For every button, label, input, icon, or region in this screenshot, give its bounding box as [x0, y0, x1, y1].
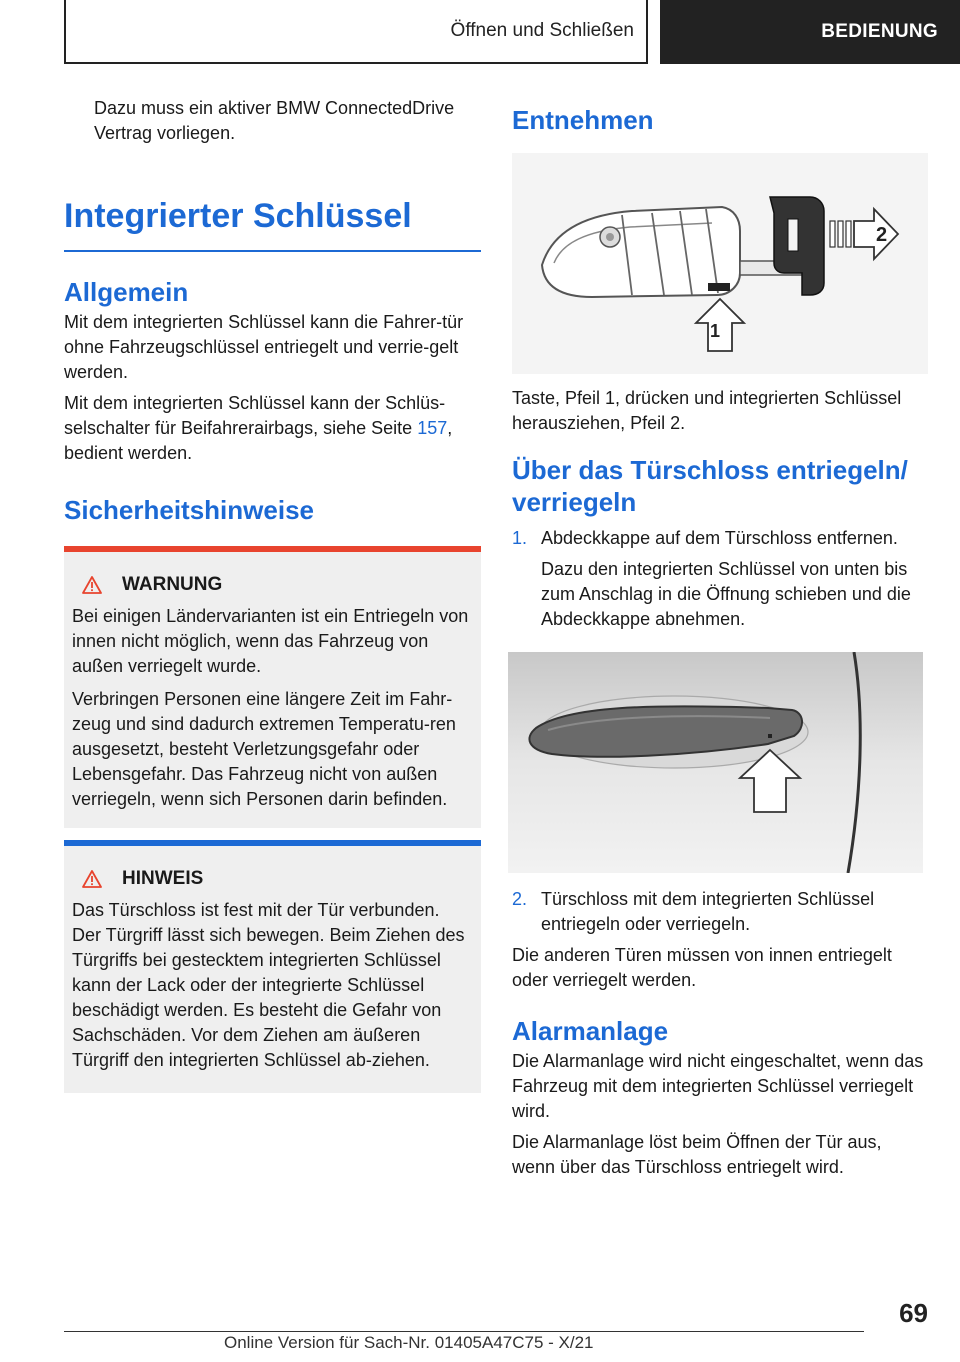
warning-triangle-icon: [82, 576, 102, 594]
left-column: [64, 96, 481, 1093]
step-1-detail: Dazu den integrierten Schlüssel von unten bis zum Anschlag in die Öffnung schieben und die Abdeckkappe abnehmen.: [541, 559, 911, 629]
step-2-number: 2.: [512, 889, 528, 909]
right-column: [512, 96, 928, 1180]
general-paragraph-1: Mit dem integrierten Schlüssel kann die Fahrer-tür ohne Fahrzeugschlüssel entriegelt und verrie-gelt werden.: [64, 312, 464, 382]
chapter-title: BEDIENUNG: [821, 21, 938, 42]
step-1-number: 1.: [512, 528, 528, 548]
alarm-paragraph-1: Die Alarmanlage wird nicht eingeschaltet, wenn das Fahrzeug mit dem integrierten Schlüssel verriegelt wird.: [512, 1051, 924, 1121]
arrow-label-2: 2: [876, 224, 888, 246]
page-number: 69: [899, 1298, 928, 1328]
heading-general: Allgemein: [64, 277, 189, 307]
warning-paragraph-1: Bei einigen Ländervarianten ist ein Entriegeln von innen nicht möglich, wenn das Fahrzeug von außen verriegelt wurde.: [72, 606, 469, 676]
step-2: [512, 887, 928, 937]
page-link-157[interactable]: 157: [417, 418, 448, 438]
title-rule: [64, 250, 481, 252]
heading-safety: Sicherheitshinweise: [64, 495, 314, 525]
notice-paragraph: Das Türschloss ist fest mit der Tür verbunden. Der Türgriff lässt sich bewegen. Beim Ziehen des Türgriffs bei gestecktem integrierten Schlüssel kann der Lack oder der integrierte Schlüssel beschädigt werden. Es besteht die Gefahr von Sachschäden. Vor dem Ziehen am äußeren Türgriff den integrierten Schlüssel ab-ziehen.: [72, 900, 465, 1070]
heading-remove: Entnehmen: [512, 105, 654, 135]
warning-paragraph-2: Verbringen Personen eine längere Zeit im Fahr-zeug und sind dadurch extremen Temperatu-ren ausgesetzt, besteht Verletzungsgefahr oder Lebensgefahr. Das Fahrzeug nicht von außen verriegeln, wenn sich Personen darin befinden.: [72, 689, 456, 809]
notice-box: [64, 840, 481, 1093]
door-handle-illustration: [508, 652, 923, 873]
notice-title: HINWEIS: [72, 868, 473, 890]
footer-rule: [64, 1331, 864, 1332]
warning-box: [64, 546, 481, 828]
step-2-text: Türschloss mit dem integrierten Schlüssel entriegeln oder verriegeln.: [541, 889, 875, 934]
section-title: Öffnen und Schließen: [450, 20, 634, 41]
other-doors-paragraph: Die anderen Türen müssen von innen entriegelt oder verriegelt werden.: [512, 945, 892, 990]
warning-triangle-icon: [82, 870, 102, 888]
intro-paragraph: Dazu muss ein aktiver BMW ConnectedDrive Vertrag vorliegen.: [94, 98, 455, 143]
alarm-paragraph-2: Die Alarmanlage löst beim Öffnen der Tür aus, wenn über das Türschloss entriegelt wird.: [512, 1132, 882, 1177]
chapter-tab: [660, 0, 960, 64]
key-removal-illustration: [512, 153, 928, 374]
section-header: [64, 0, 648, 64]
general-paragraph-2: Mit dem integrierten Schlüssel kann der Schlüs-selschalter für Beifahrerairbags, siehe Seite 157, bedient werden.: [64, 393, 453, 463]
remove-caption: Taste, Pfeil 1, drücken und integrierten Schlüssel herausziehen, Pfeil 2.: [512, 388, 902, 433]
online-version-note: Online Version für Sach-Nr. 01405A47C75 - X/21: [224, 1333, 594, 1352]
page-title: Integrierter Schlüssel: [64, 197, 412, 235]
step-1-text: Abdeckkappe auf dem Türschloss entfernen.: [541, 528, 898, 548]
heading-alarm: Alarmanlage: [512, 1016, 669, 1046]
warning-title: WARNUNG: [72, 574, 473, 596]
step-1: [512, 526, 928, 551]
arrow-label-1: 1: [710, 321, 721, 341]
heading-door-lock: Über das Türschloss entriegeln/ verriegeln: [512, 455, 908, 517]
door-handle-drawing: [508, 652, 923, 873]
key-removal-drawing: [512, 153, 928, 374]
